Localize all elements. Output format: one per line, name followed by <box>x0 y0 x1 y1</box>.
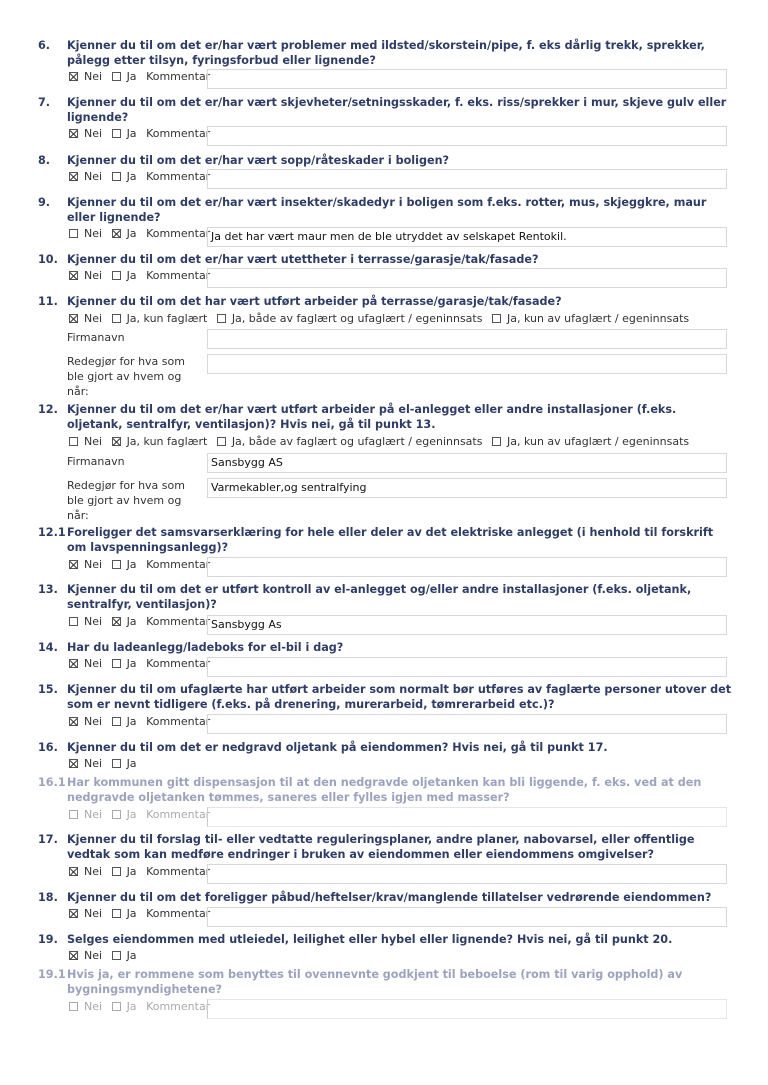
question-text: Kjenner du til om det er nedgravd oljetank på eiendommen? Hvis nei, gå til punkt 17. <box>67 741 608 754</box>
label-ja: Ja <box>126 269 137 282</box>
answer-options <box>69 127 210 141</box>
checkbox-nei[interactable] <box>69 659 78 668</box>
comment-field[interactable] <box>207 69 727 89</box>
checkbox-nei[interactable] <box>69 172 78 181</box>
label-kommentar: Kommentar <box>146 808 211 821</box>
answer-options <box>69 949 137 963</box>
question-text: Kjenner du til om det har vært utført arbeider på terrasse/garasje/tak/fasade? <box>67 295 562 308</box>
label-nei: Nei <box>84 170 103 183</box>
label-ja: Ja <box>126 865 137 878</box>
checkbox-ja[interactable] <box>112 229 121 238</box>
checkbox-nei[interactable] <box>69 129 78 138</box>
checkbox-ja[interactable] <box>112 867 121 876</box>
label-kommentar: Kommentar <box>146 657 211 670</box>
question-text: Kjenner du til om det er/har vært utført arbeider på el-anlegget eller andre installasjoner (f.eks. oljetank, sentralfyr, ventilasjon)? Hvis nei, gå til punkt 13. <box>67 403 677 431</box>
checkbox-ja[interactable] <box>112 129 121 138</box>
label-ja-faglaert: Ja, kun faglært <box>126 312 208 325</box>
checkbox-ja[interactable] <box>112 172 121 181</box>
label-nei: Nei <box>84 715 103 728</box>
label-kommentar: Kommentar <box>146 227 211 240</box>
question-number: 19. <box>38 933 58 946</box>
checkbox-nei <box>69 1002 78 1011</box>
checkbox-nei[interactable] <box>69 867 78 876</box>
checkbox-ja[interactable] <box>112 717 121 726</box>
question-text: Kjenner du til om det er/har vært skjevheter/setningsskader, f. eks. riss/sprekker i mur, skjeve gulv eller lignende? <box>67 96 727 124</box>
question-text: Kjenner du til om det foreligger påbud/heftelser/krav/manglende tillatelser vedrørende eiendommen? <box>67 891 712 904</box>
label-nei: Nei <box>84 949 103 962</box>
answer-options <box>69 757 137 771</box>
comment-field[interactable] <box>207 126 727 146</box>
checkbox-nei[interactable] <box>69 951 78 960</box>
label-nei: Nei <box>84 657 103 670</box>
question-number: 13. <box>38 583 58 596</box>
answer-options <box>69 227 210 241</box>
label-ja-ufaglaert: Ja, kun av ufaglært / egeninnsats <box>506 312 690 325</box>
question-text: Kjenner du til om det er/har vært utettheter i terrasse/garasje/tak/fasade? <box>67 253 539 266</box>
label-nei: Nei <box>84 435 103 448</box>
label-kommentar: Kommentar <box>146 1000 211 1013</box>
firmanavn-label: Firmanavn <box>67 455 125 468</box>
label-nei: Nei <box>84 1000 103 1013</box>
question-text: Har du ladeanlegg/ladeboks for el-bil i dag? <box>67 641 344 654</box>
question-number: 9. <box>38 196 51 209</box>
question-text: Har kommunen gitt dispensasjon til at den nedgravde oljetanken kan bli liggende, f. eks. ved at den nedgravde oljetanken tømmes, saneres eller fylles igjen med masser? <box>67 776 702 804</box>
comment-field[interactable]: Ja det har vært maur men de ble utryddet av selskapet Rentokil. <box>207 227 727 247</box>
checkbox-nei[interactable] <box>69 759 78 768</box>
comment-field[interactable] <box>207 714 727 734</box>
checkbox-nei[interactable] <box>69 314 78 323</box>
comment-field[interactable] <box>207 657 727 677</box>
label-ja-ufaglaert: Ja, kun av ufaglært / egeninnsats <box>506 435 690 448</box>
label-ja: Ja <box>126 70 137 83</box>
answer-options <box>69 435 689 449</box>
checkbox-ja-begge[interactable] <box>217 314 226 323</box>
answer-options <box>69 558 210 572</box>
checkbox-nei[interactable] <box>69 560 78 569</box>
answer-options <box>69 808 210 822</box>
label-kommentar: Kommentar <box>146 865 211 878</box>
question-number: 6. <box>38 39 51 52</box>
question-text: Hvis ja, er rommene som benyttes til ovennevnte godkjent til beboelse (rom til varig opphold) av bygningsmyndighetene? <box>67 968 683 996</box>
label-kommentar: Kommentar <box>146 269 211 282</box>
label-ja: Ja <box>126 715 137 728</box>
comment-field[interactable] <box>207 169 727 189</box>
checkbox-ja[interactable] <box>112 659 121 668</box>
checkbox-ja[interactable] <box>112 560 121 569</box>
label-ja: Ja <box>126 615 137 628</box>
label-ja: Ja <box>126 907 137 920</box>
answer-options <box>69 615 210 629</box>
firmanavn-field[interactable] <box>207 329 727 349</box>
label-ja: Ja <box>126 949 137 962</box>
label-nei: Nei <box>84 127 103 140</box>
label-ja: Ja <box>126 170 137 183</box>
comment-field <box>207 999 727 1019</box>
question-number: 10. <box>38 253 58 266</box>
question-number: 7. <box>38 96 51 109</box>
answer-options <box>69 70 210 84</box>
label-kommentar: Kommentar <box>146 170 211 183</box>
answer-options <box>69 312 689 326</box>
redegjor-label: Redegjør for hva som ble gjort av hvem og når: <box>67 355 185 398</box>
redegjor-field[interactable] <box>207 354 727 374</box>
question-text: Kjenner du til forslag til- eller vedtatte reguleringsplaner, andre planer, nabovarsel, eller offentlige vedtak som kan medføre endringer i bruken av eiendommen eller eiendommens omgivelser? <box>67 833 695 861</box>
answer-options <box>69 865 210 879</box>
checkbox-ja-begge[interactable] <box>217 437 226 446</box>
label-ja: Ja <box>126 1000 137 1013</box>
label-ja: Ja <box>126 127 137 140</box>
answer-options <box>69 170 210 184</box>
comment-field[interactable] <box>207 864 727 884</box>
redegjor-label: Redegjør for hva som ble gjort av hvem og når: <box>67 479 185 522</box>
label-kommentar: Kommentar <box>146 615 211 628</box>
checkbox-ja[interactable] <box>112 759 121 768</box>
checkbox-nei[interactable] <box>69 717 78 726</box>
question-text: Foreligger det samsvarserklæring for hele eller deler av det elektriske anlegget (i henhold til forskrift om lavspenningsanlegg)? <box>67 526 714 554</box>
checkbox-ja-ufaglaert[interactable] <box>492 314 501 323</box>
comment-field[interactable] <box>207 907 727 927</box>
label-nei: Nei <box>84 558 103 571</box>
label-nei: Nei <box>84 269 103 282</box>
question-number: 15. <box>38 683 58 696</box>
checkbox-ja-faglaert[interactable] <box>112 437 121 446</box>
checkbox-nei[interactable] <box>69 271 78 280</box>
question-text: Kjenner du til om det er/har vært problemer med ildsted/skorstein/pipe, f. eks dårlig trekk, sprekker, pålegg etter tilsyn, fyringsforbud eller lignende? <box>67 39 705 67</box>
comment-field <box>207 807 727 827</box>
label-nei: Nei <box>84 312 103 325</box>
label-nei: Nei <box>84 865 103 878</box>
question-number: 17. <box>38 833 58 846</box>
checkbox-ja[interactable] <box>112 617 121 626</box>
label-nei: Nei <box>84 227 103 240</box>
label-nei: Nei <box>84 808 103 821</box>
checkbox-ja[interactable] <box>112 951 121 960</box>
label-ja: Ja <box>126 808 137 821</box>
label-nei: Nei <box>84 757 103 770</box>
question-number: 8. <box>38 154 51 167</box>
label-nei: Nei <box>84 907 103 920</box>
checkbox-nei[interactable] <box>69 909 78 918</box>
answer-options <box>69 657 210 671</box>
question-number: 11. <box>38 295 58 308</box>
question-text: Selges eiendommen med utleiedel, leilighet eller hybel eller lignende? Hvis nei, gå til punkt 20. <box>67 933 673 946</box>
checkbox-ja-faglaert[interactable] <box>112 314 121 323</box>
question-text: Kjenner du til om det er/har vært sopp/råteskader i boligen? <box>67 154 450 167</box>
answer-options <box>69 907 210 921</box>
label-kommentar: Kommentar <box>146 907 211 920</box>
checkbox-nei[interactable] <box>69 617 78 626</box>
question-number: 16.1 <box>38 776 66 789</box>
label-ja-begge: Ja, både av faglært og ufaglært / egeninnsats <box>231 312 483 325</box>
label-kommentar: Kommentar <box>146 715 211 728</box>
comment-field[interactable]: Sansbygg As <box>207 615 727 635</box>
checkbox-ja-ufaglaert[interactable] <box>492 437 501 446</box>
checkbox-nei <box>69 810 78 819</box>
checkbox-ja[interactable] <box>112 909 121 918</box>
answer-options <box>69 269 210 283</box>
checkbox-nei[interactable] <box>69 72 78 81</box>
comment-field[interactable] <box>207 268 727 288</box>
checkbox-ja <box>112 810 121 819</box>
question-number: 12.1 <box>38 526 66 539</box>
redegjor-field[interactable]: Varmekabler,og sentralfying <box>207 478 727 498</box>
question-text: Kjenner du til om ufaglærte har utført arbeider som normalt bør utføres av faglærte personer utover det som er nevnt tidligere (f.eks. på drenering, murerarbeid, tømrerarbeid etc.)? <box>67 683 732 711</box>
label-nei: Nei <box>84 615 103 628</box>
checkbox-ja <box>112 1002 121 1011</box>
question-number: 12. <box>38 403 58 416</box>
question-text: Kjenner du til om det er utført kontroll av el-anlegget og/eller andre installasjoner (f.eks. oljetank, sentralfyr, ventilasjon)? <box>67 583 692 611</box>
checkbox-nei[interactable] <box>69 229 78 238</box>
question-text: Kjenner du til om det er/har vært insekter/skadedyr i boligen som f.eks. rotter, mus, skjeggkre, maur eller lignende? <box>67 196 707 224</box>
checkbox-ja[interactable] <box>112 271 121 280</box>
checkbox-nei[interactable] <box>69 437 78 446</box>
question-number: 16. <box>38 741 58 754</box>
label-kommentar: Kommentar <box>146 558 211 571</box>
comment-field[interactable] <box>207 557 727 577</box>
label-ja: Ja <box>126 227 137 240</box>
question-number: 19.1 <box>38 968 66 981</box>
label-ja: Ja <box>126 657 137 670</box>
answer-options <box>69 1000 210 1014</box>
label-ja-faglaert: Ja, kun faglært <box>126 435 208 448</box>
label-ja-begge: Ja, både av faglært og ufaglært / egeninnsats <box>231 435 483 448</box>
label-kommentar: Kommentar <box>146 127 211 140</box>
checkbox-ja[interactable] <box>112 72 121 81</box>
firmanavn-field[interactable]: Sansbygg AS <box>207 453 727 473</box>
question-number: 18. <box>38 891 58 904</box>
label-kommentar: Kommentar <box>146 70 211 83</box>
label-nei: Nei <box>84 70 103 83</box>
firmanavn-label: Firmanavn <box>67 331 125 344</box>
label-ja: Ja <box>126 757 137 770</box>
question-number: 14. <box>38 641 58 654</box>
label-ja: Ja <box>126 558 137 571</box>
answer-options <box>69 715 210 729</box>
